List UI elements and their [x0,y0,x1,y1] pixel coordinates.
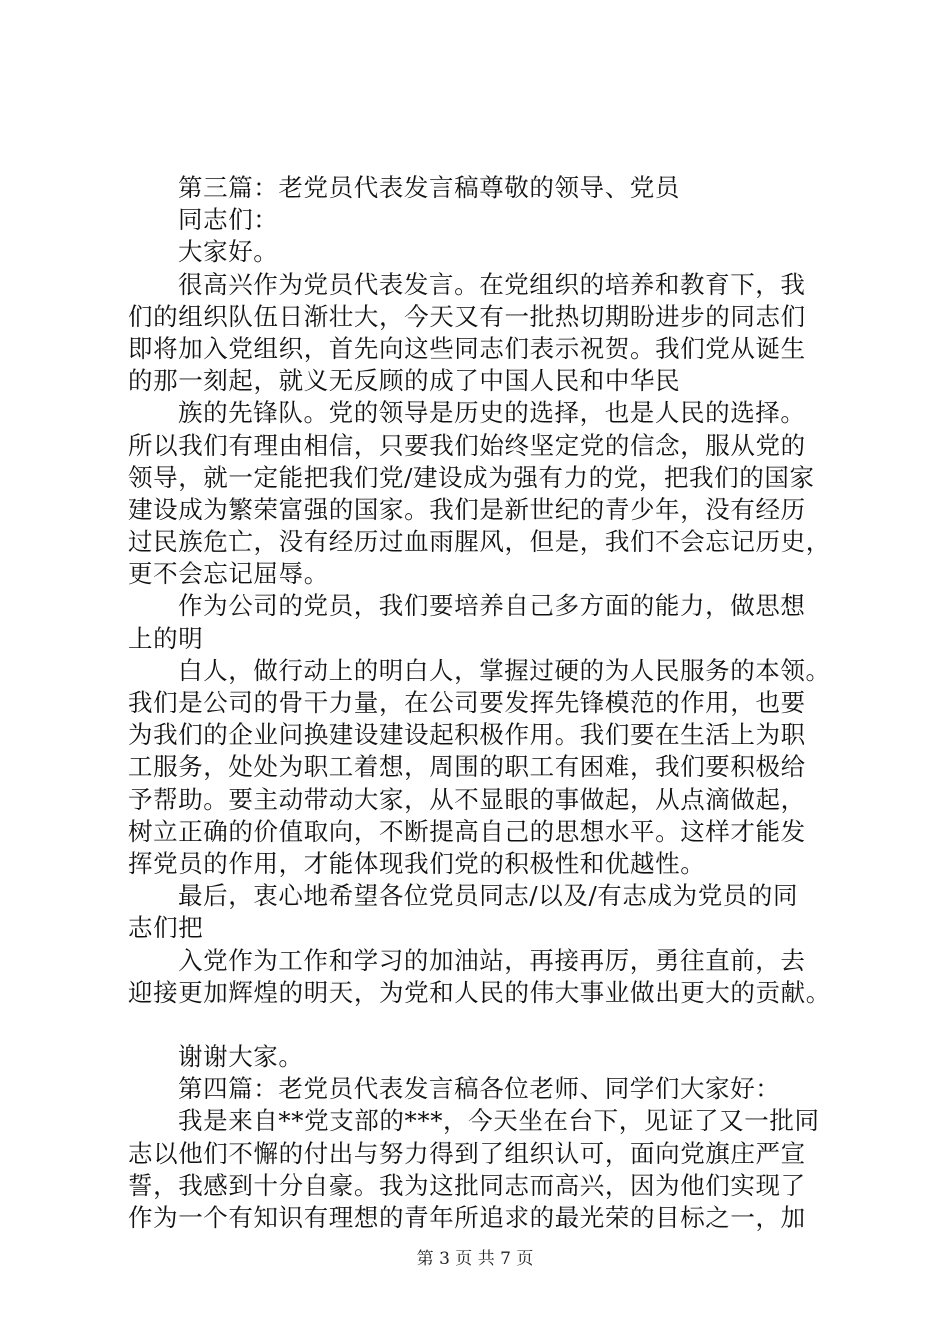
page-footer: 第 3 页 共 7 页 [416,1249,534,1269]
text-line: 很高兴作为党员代表发言。在党组织的培养和教育下，我 [178,269,806,299]
text-line: 挥党员的作用，才能体现我们党的积极性和优越性。 [128,848,706,878]
text-line: 第四篇：老党员代表发言稿各位老师、同学们大家好： [178,1074,781,1104]
text-line: 入党作为工作和学习的加油站，再接再厉，勇往直前，去 [178,945,806,975]
text-line: 工服务，处处为职工着想，周围的职工有困难，我们要积极给 [128,752,806,782]
text-line: 为我们的企业问换建设建设起积极作用。我们要在生活上为职 [128,720,806,750]
text-line: 我们是公司的骨干力量，在公司要发挥先锋模范的作用，也要 [128,688,806,717]
document-body [128,172,840,1234]
blank-line [128,1009,840,1041]
text-line: 上的明 [128,623,204,653]
text-line: 的那一刻起，就义无反顾的成了中国人民和中华民 [128,366,681,396]
text-line: 领导，就一定能把我们党/建设成为强有力的党，把我们的国家 [128,462,815,492]
text-line: 作为公司的党员，我们要培养自己多方面的能力，做思想 [178,591,806,621]
text-line: 志们把 [128,913,204,943]
text-line: 我是来自**党支部的***，今天坐在台下，见证了又一批同 [178,1106,820,1136]
text-line: 树立正确的价值取向，不断提高自己的思想水平。这样才能发 [128,816,806,846]
text-line: 所以我们有理由相信，只要我们始终坚定党的信念，服从党的 [128,430,806,460]
text-line: 予帮助。要主动带动大家，从不显眼的事做起，从点滴做起， [128,784,806,814]
text-line: 白人，做行动上的明白人，掌握过硬的为人民服务的本领。 [178,655,831,685]
text-line: 志以他们不懈的付出与努力得到了组织认可，面向党旗庄严宣 [128,1138,806,1168]
text-line: 谢谢大家。 [178,1042,304,1072]
text-line: 第三篇：老党员代表发言稿尊敬的领导、党员 [178,173,680,202]
text-line: 更不会忘记屈辱。 [128,559,329,589]
text-line: 建设成为繁荣富强的国家。我们是新世纪的青少年，没有经历 [128,494,806,524]
text-line: 即将加入党组织，首先向这些同志们表示祝贺。我们党从诞生 [128,333,806,363]
text-line: 誓，我感到十分自豪。我为这批同志而高兴，因为他们实现了 [128,1170,806,1200]
text-line: 大家好。 [178,237,279,267]
text-line: 同志们： [178,205,279,235]
text-line: 迎接更加辉煌的明天，为党和人民的伟大事业做出更大的贡献。 [128,977,831,1007]
text-line: 作为一个有知识有理想的青年所追求的最光荣的目标之一，加 [128,1203,806,1232]
text-line: 们的组织队伍日渐壮大，今天又有一批热切期盼进步的同志们 [128,301,806,331]
text-line: 过民族危亡，没有经历过血雨腥风，但是，我们不会忘记历史， [128,527,831,557]
text-line: 族的先锋队。党的领导是历史的选择，也是人民的选择。 [178,398,806,428]
text-line: 最后，衷心地希望各位党员同志/以及/有志成为党员的同 [178,881,799,911]
